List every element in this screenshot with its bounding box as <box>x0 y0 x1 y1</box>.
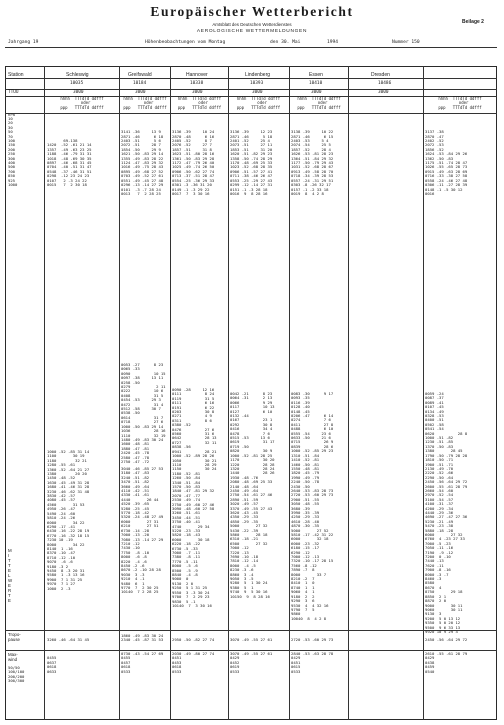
station-id: 10184 <box>133 81 147 86</box>
column-rule <box>423 66 424 720</box>
sounding-significant: 1000 -52 -85 31 14 1100 30 19 1180 32 21 1280 -55 -61 1360 -52 -64 21 27 1380 20 20 1450 -48 -52 1630 -45 -49 31 28 1680 -41 -46 31 28 3230 -46 -62 31 48 3830 -42 -57 4080 -45 -57 4560 31 53 4950 -26 -47 5490 -24 -60 5810 -24 -26 6000 34 22 6290 -17 -41 6430 -16 -22 28 19 6770 -16 -32 18 15 7230 10 -19 8000 34 22 8140 1 -16 8370 -10 -47 8710 -12 -10 9070 -6 -6 9180 -3 2 9450 8 -3 20 31 9580 1 -3 13 16 9900 7 1 31 25 9970 7 1 27 1000 2 -3 <box>47 449 90 591</box>
station-code: 3000 <box>378 90 389 95</box>
station-name: Dresden <box>371 72 390 78</box>
hpa-label: hPa <box>8 112 16 117</box>
station-name: Greifswald <box>128 72 152 78</box>
observation-year: 1994 <box>327 40 339 45</box>
column-header: hhhh TTTdTd ddfff oder ppp TTTdTd ddfff <box>60 96 104 110</box>
maxwind-values: 0730 -43 -54 27 69 0455 0457 0618 0533 <box>121 651 164 674</box>
station-name: Schleswig <box>66 72 89 78</box>
ttuu-label: TTUU <box>8 90 19 95</box>
sounding-main: 3141 -36 13 9 2871 -46 6 18 2403 -51 5 6 2072 -51 28 7 1854 -50 29 9 1621 -50 -83 29 14 1355 -49 -83 28 22 1124 -47 -83 29 32 1016 -49 -75 28 43 0895 -49 -68 27 52 0703 -49 -52 27 61 0551 -49 -45 27 48 0296 -13 -14 27 29 0101 -3 -7 28 24 0013 7 2 28 25 <box>121 129 164 196</box>
sounding-main: 3138 -39 10 22 2871 -46 6 15 2403 -53 5 4 2074 -54 25 5 1857 -52 28 4 1626 -53 -81 28 23 1364 -51 -84 29 32 1177 -50 -79 29 43 1031 -52 -68 28 67 0913 -49 -58 28 70 0718 -34 -39 28 53 0557 -24 -31 29 51 0303 -8 -26 32 17 0157 -1 -2 33 18 0019 8 4 2 8 <box>291 129 334 196</box>
station-code: 3000 <box>73 90 84 95</box>
station-id: 10338 <box>190 81 204 86</box>
station-code: 3000 <box>192 90 203 95</box>
column-header: hhhh TTTdTd ddfff oder ppp TTTdTd ddfff <box>297 96 341 110</box>
column-header: hhhh TTTdTd ddfff oder ppp TTTdTd ddfff <box>236 96 281 110</box>
info-rule <box>5 47 497 48</box>
maxwind-values: 0455 0637 0618 0633 <box>47 655 57 674</box>
sounding-significant: 0059 -24 0087 -37 0089 -41 0107 -45 0134 -49 0328 -53 0400 -51 0502 -58 0541 -54 0620 28 8 1000 -51 -82 1230 -51 -85 1370 -50 -83 1380 28 45 1790 -50 -79 28 28 1810 -50 -71 1900 -51 -71 2130 -49 -70 2220 -52 -66 2290 -50 -64 2450 -56 -64 29 72 2600 -55 -61 28 79 2660 -54 -60 2970 -52 -54 3100 -54 -57 4100 -31 -37 4200 -29 -34 4440 -29 -36 4690 -27 -47 27 36 5230 -21 -49 5470 -23 -38 5880 -18 -28 6000 27 32 6760 4 -23 27 33 7000 -5 -23 7050 -11 -16 7190 -9 -12 7200 0 -10 7440 -13 7620 -11 7900 -8 -16 8000 -3 -7 8460 -3 8580 8670 4 8750 29 18 8850 2 1 8870 2 0 9000 30 11 9060 30 11 9130 3 9200 5 0 13 12 9350 5 0 20 12 9500 9 6 33 13 9920 10 9 29 4 <box>425 391 468 634</box>
sounding-significant: 0083 -30 9 17 0093 -35 0116 -39 0128 -40 0148 -45 0206 -47 6 14 0274 7 6 0411 27 8 0488 6 10 0555 -54 23 6 0633 -50 21 6 0715 26 9 0839 28 6 1000 -52 -85 29 23 1310 -51 -84 1410 -52 -81 1460 -50 -81 1550 -48 -81 1820 -45 -79 1990 -49 -79 2240 -50 -78 2430 -50 2640 -53 -83 28 73 2720 -53 -60 29 73 2900 -51 -55 3050 -48 -55 3680 -39 3990 -35 -39 4250 -29 -33 4610 -28 -40 4870 -30 -35 5000 27 52 5810 -17 -42 31 22 6000 32 18 6000 -23 -32 6180 -15 -17 6290 -12 7000 -12 -13 7320 -10 -17 28 15 7560 -8 -12 7890 -7 8 8000 33 7 8210 -2 7 8410 1 0 8740 1 1 9060 4 1 9180 2 2 9290 3 6 9530 4 4 32 16 9790 7 5 9860 10040 8 4 2 8 <box>291 391 334 621</box>
mittelwerte-label: M I T T E L W E R T E <box>8 548 13 603</box>
maxwind-values: 2030 -49 -80 27 74 0451 0453 0618 0533 <box>172 651 215 674</box>
label-column-rule <box>44 66 45 720</box>
sounding-main: 3136 -39 12 23 2871 -46 5 18 2401 -52 25 4 2073 -51 27 11 1853 -51 31 20 1620 -51 -82 29 23 1358 -50 -74 28 29 1170 -48 -69 25 33 1023 -52 -68 28 35 0906 -51 -57 27 41 0711 -38 -46 26 47 0553 -25 -29 27 43 0299 -12 -14 27 31 0151 -1 -3 28 18 0016 9 8 28 16 <box>230 129 273 196</box>
observation-title: Höhenbeobachtungen vom Montag <box>145 40 226 45</box>
publisher-line: Amtsblatt des Deutschen Wetterdienstes <box>212 22 292 27</box>
tropopause-values: 1860 -49 -83 30 24 2340 -45 -87 31 53 <box>121 633 164 643</box>
column-rule <box>170 66 171 720</box>
column-rule <box>228 66 229 720</box>
station-name: Hannover <box>186 72 208 78</box>
sounding-significant: 0053 -27 8 23 0065 -33 0090 10 15 0097 -38 13 11 0258 -50 0279 2 11 0222 10 6 0408 31 5 0454 -53 29 3 0472 31 4 0512 -58 30 7 0538 -50 0614 31 7 0718 27 6 1000 -50 -83 29 14 1036 28 16 1110 32 19 1480 -49 -83 30 24 1600 -48 -81 1880 -47 -81 2420 -45 -78 2580 -47 -78 2750 -47 -72 <box>121 362 166 464</box>
sounding-main: 69-138 1420 -52 -61 21 14 1357 -49 -63 23 25 1188 -46 -79 31 31 1018 -48 -69 30 35 0897 -46 -68 31 45 0704 -40 -51 31 47 0548 -37 -46 31 51 0298 -12 23 24 23 0107 2 -3 24 22 0015 7 2 30 18 <box>47 138 92 188</box>
tropopause-values: 2450 -56 -64 29 72 <box>425 637 468 642</box>
sounding-main: 3136 -39 10 24 2870 -48 6 16 2405 -52 8 7 2076 -52 27 7 1857 -51 31 8 1623 -51 -80 28 16 1361 -50 -83 29 28 1172 -47 -79 26 40 1025 -49 -74 26 50 0906 -50 -62 27 74 0713 -37 -51 28 47 0554 -25 -36 29 33 0301 -3 -36 31 20 0149 -1 -3 29 22 0017 7 3 30 16 <box>172 129 215 196</box>
column-rule <box>289 66 290 720</box>
sounding-significant-lower: 3040 -46 -85 27 53 3180 -47 -83 3240 -51 -82 3470 -51 -82 3660 -49 -64 4110 -42 -51 4330 -41 -61 4440 26 44 4520 -39 -65 5280 -25 -45 5770 -18 -42 5320 -24 -48 27 49 6000 27 31 6210 27 51 6730 -14 -28 7000 -13 -20 7080 -13 -14 27 29 7210 -12 7430 -10 7750 -8 -10 8000 -6 -8 8220 -4 -6 8450 -2 -6 8670 -2 -10 28 28 9030 3 -3 9210 4 -1 9480 6 1 9770 7 2 30 25 10140 7 2 28 25 <box>121 466 164 595</box>
station-id: 10035 <box>70 81 84 86</box>
maxwind-values: 3070 -49 -55 27 61 0429 0452 0619 0533 <box>230 651 273 674</box>
station-code: 3000 <box>252 90 263 95</box>
sounding-main: 3137 -38 2870 -47 2402 -52 2072 -53 1856 -52 1624 -53 -84 29 26 1362 -50 -83 1175 -51 -74 28 47 1026 -55 -65 28 73 0915 -49 -63 28 69 0716 -33 -38 27 58 0558 -24 -46 27 48 0306 -11 -27 28 39 0148 -1 -5 30 12 0016 <box>425 129 468 196</box>
column-header: hhhh TTTdTd ddfff oder ppp TTTdTd ddfff <box>177 96 222 110</box>
maxwind-levels: 50/50 100/100 200/200 300/300 <box>8 665 25 684</box>
supplement-label: Beilage 2 <box>462 19 484 25</box>
column-header: hhhh TTTdTd ddfff oder ppp TTTdTd ddfff <box>123 96 167 110</box>
maxwind-values: 2610 -55 -61 28 79 0429 0438 0459 0540 <box>425 651 468 674</box>
issue-number: Nummer 150 <box>392 40 420 45</box>
volume-label: Jahrgang 19 <box>8 40 39 45</box>
station-id: 10410 <box>309 81 323 86</box>
station-name: Essen <box>309 72 323 78</box>
station-id: 10486 <box>378 81 392 86</box>
sounding-significant: 0090 -28 12 16 0111 8 24 0119 31 5 0111 6 16 0191 6 22 0203 30 8 0271 4 9 0311 8 6 0380 -52 0476 27 6 0560 31 6 0642 28 13 0727 32 11 0838 -56 0941 28 21 1000 -52 -89 28 26 1050 30 21 1110 28 29 1150 30 24 1180 -52 -81 1260 -50 -84 1340 -51 -84 1570 -50 -83 1840 -47 -81 29 32 2070 -47 -77 2530 -49 -74 2750 -49 -60 27 46 3090 -48 -60 27 58 3260 -51 -61 3450 -44 -51 3750 -40 -41 4740 29 34 5220 -23 -33 5820 -18 -43 6000 30 18 6220 -18 -22 6730 -5 -33 7000 -7 -11 7380 -8 -11 7770 -5 -11 8000 -5 -6 8500 -5 -9 8840 -4 -8 9000 0 9130 2 0 9250 5 1 31 25 9550 3 -3 30 24 9700 7 2 29 23 9830 5 -1 10140 7 3 30 16 <box>172 387 217 608</box>
station-id: 10393 <box>250 81 264 86</box>
page-title: Europäischer Wetterbericht <box>150 4 354 19</box>
station-name: Lindenberg <box>245 72 271 78</box>
section-title: AEROLOGISCHE WETTERMELDUNGEN <box>196 29 308 34</box>
column-rule <box>119 66 120 720</box>
station-code: 3000 <box>311 90 322 95</box>
maxwind-label: Max- wind <box>8 652 18 662</box>
sounding-significant: 0042 -21 8 23 0064 -31 2 13 0066 9 29 0117 10 13 0127 6 10 0132 -44 0167 23 1 0292 30 8 0416 34 4 0478 7 6 0515 -53 13 6 0619 31 17 0719 -50 0820 30 9 1000 -52 -81 28 25 1170 30 20 1220 28 28 1320 28 24 1440 28 26 1930 -48 -76 2080 -48 -69 25 33 2140 -48 -64 2450 -49 -64 2750 -54 -61 27 46 2890 -51 -59 3020 -49 -57 3370 -49 -55 27 43 3620 -43 -45 4350 -29 -33 4850 -29 -35 5000 27 32 5430 -22 -39 5860 28 18 6310 -18 -21 6500 27 32 7000 -12 7220 -13 7690 -10 -18 7810 -12 -14 8000 -4 -5 8230 -3 -6 8860 3 -4 9050 3 -5 9280 5 1 30 24 9380 5 1 9740 9 5 30 16 10150 9 8 28 16 <box>230 391 275 599</box>
pressure-levels: 10 20 30 50 70 100 150 200 250 300 400 500 700 850 925 1000 <box>8 116 18 188</box>
station-row-label: Station <box>8 72 24 78</box>
tropopause-values: 2950 -50 -82 27 74 <box>172 637 215 642</box>
tropopause-label: Tropo- pause <box>8 632 21 642</box>
observation-date: den 30. Mai <box>270 40 301 45</box>
column-header: hhhh TTTdTd ddfff oder ppp TTTdTd ddfff <box>438 96 482 110</box>
tropopause-values: 2720 -53 -60 29 73 <box>291 637 334 642</box>
station-code: 3000 <box>135 90 146 95</box>
tropopause-values: 3260 -46 -64 31 45 <box>47 637 90 642</box>
tropopause-values: 3070 -49 -55 27 61 <box>230 637 273 642</box>
column-rule <box>348 66 349 720</box>
maxwind-values: 2840 -53 -63 28 78 0429 0451 0615 0533 <box>291 651 334 674</box>
